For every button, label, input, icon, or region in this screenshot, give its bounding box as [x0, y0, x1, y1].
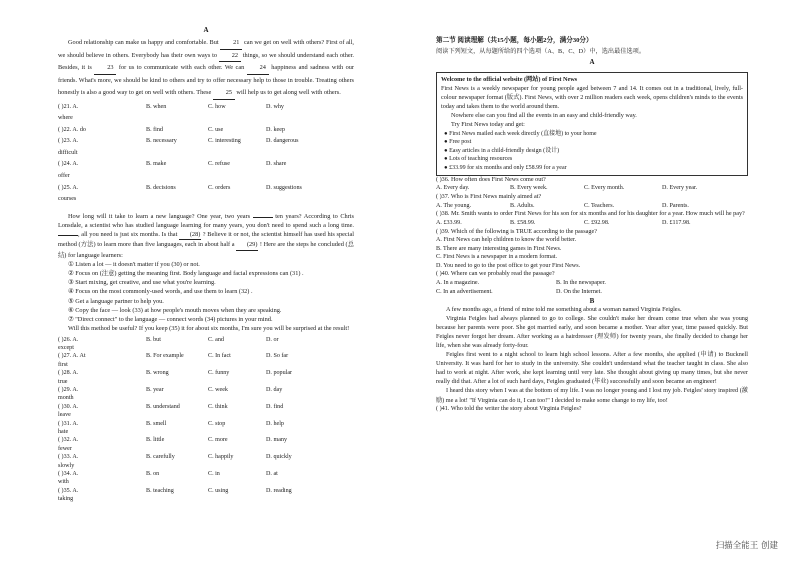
option-row: ( )22. A. do B. find C. use D. keep	[58, 126, 285, 133]
option-row: ( )31. A. hate B. smell C. stop D. help	[58, 420, 284, 435]
question-36-options: A. Every day. B. Every week. C. Every month. D. Every year.	[436, 185, 698, 192]
blank-28: (28)	[179, 230, 201, 240]
option-row: ( )33. A. slowly B. carefully C. happily D. quickly	[58, 454, 292, 469]
option-row: ( )34. A. with B. on C. in D. at	[58, 471, 278, 486]
step-item: ⑥ Copy the face — look (33) at how people's mouth moves when they are speaking.	[68, 306, 282, 314]
step-item: ③ Start mixing, get creative, and use what you're learning.	[68, 279, 216, 287]
bullet-item: ● Easy articles in a child-friendly design (设计)	[441, 147, 560, 154]
part-header: 第二节 阅读理解（共15小题，每小题2分，满分30分）	[436, 37, 593, 44]
question-39-option: C. First News is a newspaper in a modern format.	[436, 254, 558, 261]
question-37: ( )37. Who is First News mainly aimed at?	[436, 192, 542, 200]
blank-25: 25	[213, 87, 235, 100]
option-row: ( )25. A. courses B. decisions C. orders D. suggestions	[58, 184, 302, 203]
blank-22: 22	[219, 50, 241, 63]
option-row: ( )29. A. month B. year C. week D. day	[58, 386, 283, 402]
passage-b-paragraph: Virginia Feigles had always planned to go to college. She couldn't make her dream come true when she was young because her parents were poor. She got married early, and soon became a mother. Year after year, time passed quickly. But Feigles never forgot her dream. After working as a hairdresser (理发师) for twenty years, she finally decided to change her life, when she was already forty-four.	[436, 314, 748, 349]
question-37-options: A. The young. B. Adults. C. Teachers. D. Parents.	[436, 202, 689, 209]
question-39-option: A. First News can help children to know the world better.	[436, 237, 577, 244]
option-row: ( )32. A. fewer B. little C. more D. many	[58, 437, 287, 452]
bullet-item: ● Lots of teaching resources	[441, 156, 513, 163]
advertisement-box	[436, 72, 748, 176]
question-38-options: A. £33.99. B. £58.99. C. £92.98. D. £117.98.	[436, 220, 691, 227]
question-40-options: C. In an advertisement. D. On the Internet.	[436, 288, 602, 295]
box-paragraph: Try First News today and get:	[451, 121, 525, 129]
bullet-item: ● £33.99 for six months and only £58.99 for a year	[441, 164, 567, 171]
passage-b-paragraph: I heard this story when I was at the bottom of my life. I was no longer young and I lost my job. Feigles' story inspired (激励) me a lot! "If Virginia can do it, I can too!" I decided to make some change to my life, too!	[436, 387, 748, 404]
passage-b-paragraph: A few months ago, a friend of mine told me something about a woman named Virginia Feigles.	[446, 305, 682, 313]
blank-21: 21	[220, 37, 242, 50]
question-39-option: D. You need to go to the post office to get your First News.	[436, 262, 581, 269]
section-b-heading: B	[589, 296, 595, 305]
section-a-heading: A	[203, 26, 209, 34]
option-row: ( )26. A. except B. but C. and D. or	[58, 336, 279, 351]
instruction-text: 阅读下列短文，从每题所给的四个选项（A、B、C、D）中，选出最佳选项。	[436, 48, 646, 55]
option-row: ( )27. A. At first B. For example C. In fact D. So far	[58, 353, 289, 368]
bullet-item: ● Free post	[441, 139, 472, 146]
question-41: ( )41. Who told the writer the story about Virginia Feigles?	[436, 404, 582, 412]
blank-23: 23	[94, 62, 116, 75]
options-a	[58, 102, 354, 206]
option-row: ( )28. A. true B. wrong C. funny D. popular	[58, 370, 293, 385]
question-40: ( )40. Where can we probably read the passage?	[436, 270, 555, 278]
option-row: ( )30. A. leave B. understand C. think D. find	[58, 403, 284, 419]
question-40-options: A. In a magazine. B. In the newspaper.	[436, 280, 606, 287]
section-a-heading-right: A	[589, 58, 595, 66]
question-39: ( )39. Which of the following is TRUE according to the passage?	[436, 227, 597, 235]
step-item: ④ Focus on the most commonly-used words, and use them to learn (32) .	[68, 288, 253, 296]
question-36: ( )36. How often does First News come out?	[436, 175, 546, 183]
bullet-item: ● First News mailed each week directly (直接地) to your home	[441, 130, 597, 137]
steps-list	[58, 260, 354, 324]
question-39-option: B. There are many interesting games in First News.	[436, 245, 562, 252]
closing-paragraph: Will this method be useful? If you keep (35) it for about six months, I'm sure you will be surprised at the result!	[68, 325, 350, 333]
step-item: ① Listen a lot — it doesn't matter if you (30) or not.	[68, 260, 200, 268]
passage-b: How long will it take to learn a new language? One year, two years ten years? According to Chris Lonsdale, a scientist who has studied language learning for many years, you don't need to spend such a long time. , all you need is just six months. Is that (28) ? Believe it or not, the scientist himself has used his special method (方法) to learn more than five languages, each in about half a (29) ! Here are the steps he concluded (总结) for language learners:	[58, 212, 355, 259]
option-row: ( )23. A. difficult B. necessary C. interesting D. dangerous	[58, 138, 299, 156]
box-paragraph: First News is a weekly newspaper for young people aged between 7 and 14. It comes out in a traditional, lively, full-colour newspaper format (版式). First News, with over 2 million readers each week, opens children's minds to the events today and takes them to the world around them.	[441, 85, 743, 111]
question-38: ( )38. Mr. Smith wants to order First News for his son for six months and for his daughter for a year. How much will he pay?	[436, 210, 745, 218]
box-title: Welcome to the official website (网站) of First News	[441, 76, 578, 83]
passage-a: Good relationship can make us happy and comfortable. But 21 can we get on well with others? First of all, we should believe in others. Everybody has their own ways to 22 things, so we should understand each other. Besides, it is 23 for us to communicate with each other. We can 24 happiness and sadness with our friends. What's more, we should be kind to others and try to offer necessary help to those in trouble. Treating others honestly is also a good way to get on well with others. These 25 will help us to get along well with others.	[58, 37, 354, 100]
passage-b-paragraph: Feigles first went to a night school to learn high school lessons. After a few months, she applied (申请) to Bucknell University. It was hard for her to study in the university. She couldn't understand what the teacher taught in class. She also had to work at night. After work, she kept learning until very late. She thought about giving up many times, but she never really did that. After a lot of such hard days, Feigles graduated (毕业) successfully and soon became an engineer!	[436, 351, 748, 386]
blank-24: 24	[247, 62, 269, 75]
left-column	[58, 0, 354, 504]
right-column	[436, 0, 748, 413]
options-b	[58, 336, 354, 504]
step-item: ⑤ Get a language partner to help you.	[68, 297, 164, 305]
option-row: ( )21. A. where B. when C. how D. why	[58, 103, 284, 122]
box-paragraph: Nowhere else can you find all the events in an easy and child-friendly way.	[451, 112, 637, 120]
step-item: ② Focus on (注意) getting the meaning first. Body language and facial expressions can (31) .	[68, 270, 304, 278]
option-row: ( )24. A. offer B. make C. refuse D. share	[58, 161, 287, 180]
option-row: ( )35. A. taking B. teaching C. using D. reading	[58, 487, 292, 503]
scanner-watermark: 扫描全能王 创建	[715, 541, 778, 551]
step-item: ⑦ "Direct connect" to the language — connect words (34) pictures in your mind.	[68, 316, 273, 324]
blank-29: (29)	[236, 240, 258, 250]
